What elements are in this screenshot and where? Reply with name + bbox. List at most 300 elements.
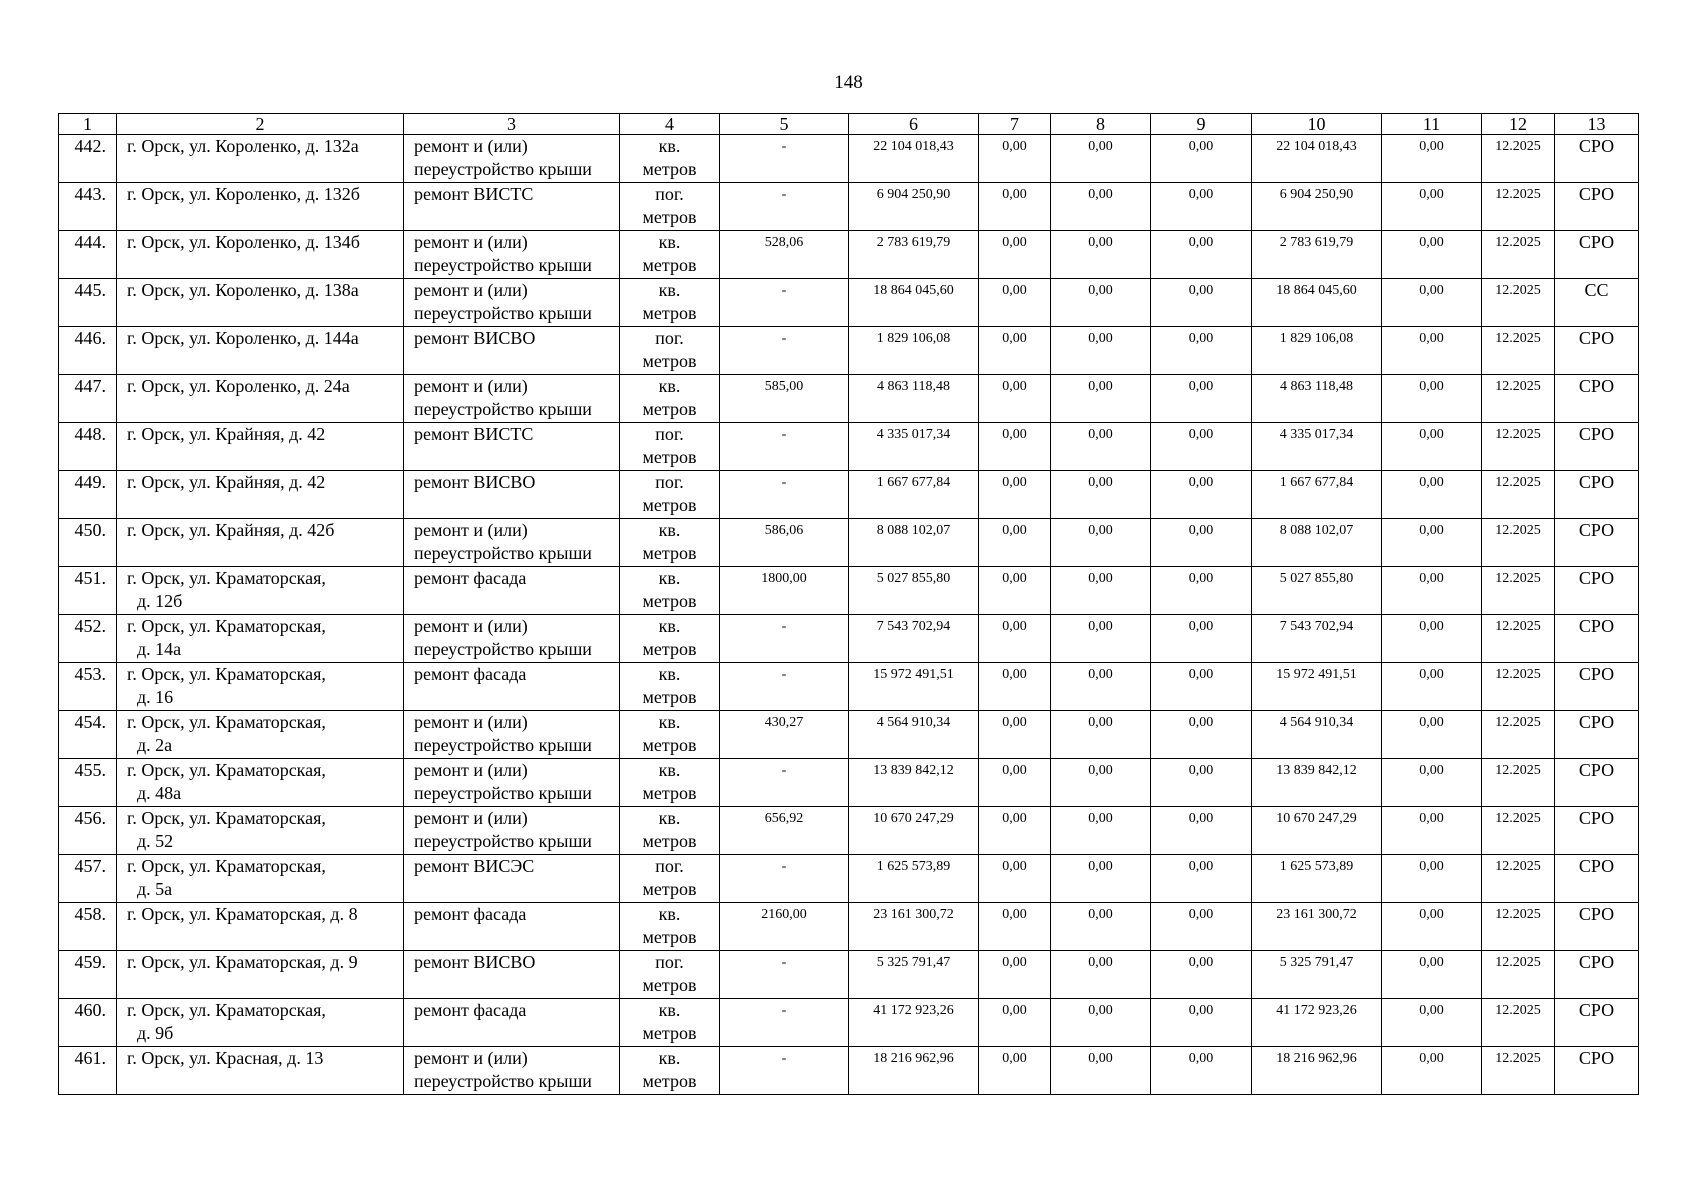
unit-cell — [620, 375, 720, 423]
value-cell-c6: 18 864 045,60 — [849, 279, 979, 327]
cell-line: ремонт ВИСТС — [414, 184, 534, 204]
cell-line: кв. — [658, 568, 681, 588]
value-cell-c6: 13 839 842,12 — [849, 759, 979, 807]
value-cell-c6: 8 088 102,07 — [849, 519, 979, 567]
work-type-cell — [404, 951, 620, 999]
address-cell — [117, 567, 404, 615]
value-cell-c12: 12.2025 — [1482, 423, 1555, 471]
cell-line: метров — [642, 255, 697, 275]
value-cell-c5: - — [720, 615, 849, 663]
value-cell-c9: 0,00 — [1151, 1047, 1252, 1095]
value-cell-c11: 0,00 — [1382, 375, 1482, 423]
value-cell-c5: 2160,00 — [720, 903, 849, 951]
value-cell-c10: 4 564 910,34 — [1252, 711, 1382, 759]
column-header: 13 — [1555, 114, 1639, 135]
cell-line: метров — [642, 303, 697, 323]
value-cell-c7: 0,00 — [979, 183, 1051, 231]
table-row — [59, 663, 1639, 711]
value-cell-c9: 0,00 — [1151, 615, 1252, 663]
value-cell-c9: 0,00 — [1151, 279, 1252, 327]
cell-line: ремонт и (или) — [414, 376, 528, 396]
cell-line: переустройство крыши — [414, 831, 592, 851]
cell-line: кв. — [658, 664, 681, 684]
value-cell-c11: 0,00 — [1382, 471, 1482, 519]
value-cell-c8: 0,00 — [1051, 375, 1151, 423]
value-cell-c5: 586,06 — [720, 519, 849, 567]
value-cell-c10: 5 325 791,47 — [1252, 951, 1382, 999]
method-code-cell: СРО — [1555, 1047, 1639, 1095]
value-cell-c10: 15 972 491,51 — [1252, 663, 1382, 711]
cell-line: метров — [642, 927, 697, 947]
cell-line: ремонт фасада — [414, 904, 527, 924]
value-cell-c7: 0,00 — [979, 855, 1051, 903]
value-cell-c10: 8 088 102,07 — [1252, 519, 1382, 567]
cell-line: кв. — [658, 280, 681, 300]
value-cell-c6: 18 216 962,96 — [849, 1047, 979, 1095]
table-row — [59, 951, 1639, 999]
cell-line: пог. — [655, 472, 684, 492]
cell-line: пог. — [655, 856, 684, 876]
work-type-cell — [404, 279, 620, 327]
value-cell-c5: - — [720, 423, 849, 471]
row-number-cell: 459. — [59, 951, 117, 999]
cell-line: г. Орск, ул. Крайняя, д. 42 — [127, 472, 326, 492]
value-cell-c10: 18 864 045,60 — [1252, 279, 1382, 327]
value-cell-c8: 0,00 — [1051, 567, 1151, 615]
value-cell-c9: 0,00 — [1151, 183, 1252, 231]
value-cell-c5: - — [720, 663, 849, 711]
cell-line: д. 5а — [137, 879, 173, 899]
table-row — [59, 279, 1639, 327]
column-header: 10 — [1252, 114, 1382, 135]
work-type-cell — [404, 663, 620, 711]
value-cell-c12: 12.2025 — [1482, 999, 1555, 1047]
value-cell-c5: - — [720, 951, 849, 999]
method-code-cell: СРО — [1555, 135, 1639, 183]
value-cell-c5: 430,27 — [720, 711, 849, 759]
unit-cell — [620, 855, 720, 903]
method-code-cell: СРО — [1555, 231, 1639, 279]
value-cell-c7: 0,00 — [979, 807, 1051, 855]
cell-line: г. Орск, ул. Краматорская, — [127, 568, 326, 588]
unit-cell — [620, 807, 720, 855]
value-cell-c12: 12.2025 — [1482, 663, 1555, 711]
row-number-cell: 447. — [59, 375, 117, 423]
unit-cell — [620, 567, 720, 615]
row-number-cell: 458. — [59, 903, 117, 951]
value-cell-c8: 0,00 — [1051, 1047, 1151, 1095]
column-header: 12 — [1482, 114, 1555, 135]
value-cell-c8: 0,00 — [1051, 759, 1151, 807]
cell-line: ремонт и (или) — [414, 280, 528, 300]
cell-line: г. Орск, ул. Короленко, д. 24а — [127, 376, 350, 396]
value-cell-c7: 0,00 — [979, 999, 1051, 1047]
work-type-cell — [404, 999, 620, 1047]
table-header — [59, 114, 1639, 135]
method-code-cell: СРО — [1555, 903, 1639, 951]
table-row — [59, 567, 1639, 615]
value-cell-c12: 12.2025 — [1482, 711, 1555, 759]
address-cell — [117, 951, 404, 999]
cell-line: г. Орск, ул. Крайняя, д. 42 — [127, 424, 326, 444]
value-cell-c6: 1 667 677,84 — [849, 471, 979, 519]
cell-line: д. 14а — [137, 639, 182, 659]
value-cell-c5: - — [720, 999, 849, 1047]
table-row — [59, 1047, 1639, 1095]
cell-line: г. Орск, ул. Краматорская, — [127, 808, 326, 828]
row-number-cell: 451. — [59, 567, 117, 615]
cell-line: г. Орск, ул. Короленко, д. 144а — [127, 328, 359, 348]
row-number-cell: 461. — [59, 1047, 117, 1095]
table-row — [59, 807, 1639, 855]
table-row — [59, 615, 1639, 663]
value-cell-c6: 1 829 106,08 — [849, 327, 979, 375]
method-code-cell: СРО — [1555, 471, 1639, 519]
work-type-cell — [404, 711, 620, 759]
column-header: 8 — [1051, 114, 1151, 135]
value-cell-c9: 0,00 — [1151, 663, 1252, 711]
value-cell-c8: 0,00 — [1051, 615, 1151, 663]
cell-line: метров — [642, 399, 697, 419]
work-type-cell — [404, 183, 620, 231]
cell-line: метров — [642, 447, 697, 467]
value-cell-c5: - — [720, 279, 849, 327]
table-row — [59, 183, 1639, 231]
cell-line: ремонт и (или) — [414, 1048, 528, 1068]
method-code-cell: СРО — [1555, 759, 1639, 807]
table-row — [59, 423, 1639, 471]
unit-cell — [620, 183, 720, 231]
value-cell-c9: 0,00 — [1151, 759, 1252, 807]
value-cell-c12: 12.2025 — [1482, 951, 1555, 999]
work-type-cell — [404, 375, 620, 423]
cell-line: ремонт и (или) — [414, 616, 528, 636]
cell-line: г. Орск, ул. Краматорская, д. 9 — [127, 952, 358, 972]
value-cell-c12: 12.2025 — [1482, 375, 1555, 423]
value-cell-c10: 23 161 300,72 — [1252, 903, 1382, 951]
value-cell-c7: 0,00 — [979, 951, 1051, 999]
value-cell-c10: 5 027 855,80 — [1252, 567, 1382, 615]
row-number-cell: 443. — [59, 183, 117, 231]
cell-line: метров — [642, 639, 697, 659]
value-cell-c6: 6 904 250,90 — [849, 183, 979, 231]
column-header: 7 — [979, 114, 1051, 135]
table-row — [59, 711, 1639, 759]
value-cell-c11: 0,00 — [1382, 999, 1482, 1047]
value-cell-c7: 0,00 — [979, 135, 1051, 183]
method-code-cell: СРО — [1555, 855, 1639, 903]
table-row — [59, 855, 1639, 903]
method-code-cell: СРО — [1555, 999, 1639, 1047]
column-header: 4 — [620, 114, 720, 135]
value-cell-c7: 0,00 — [979, 279, 1051, 327]
address-cell — [117, 423, 404, 471]
cell-line: пог. — [655, 424, 684, 444]
cell-line: кв. — [658, 136, 681, 156]
column-header: 5 — [720, 114, 849, 135]
row-number-cell: 457. — [59, 855, 117, 903]
cell-line: г. Орск, ул. Крайняя, д. 42б — [127, 520, 335, 540]
address-cell — [117, 375, 404, 423]
value-cell-c11: 0,00 — [1382, 279, 1482, 327]
cell-line: г. Орск, ул. Краматорская, — [127, 712, 326, 732]
cell-line: г. Орск, ул. Короленко, д. 134б — [127, 232, 360, 252]
work-type-cell — [404, 903, 620, 951]
cell-line: кв. — [658, 808, 681, 828]
value-cell-c6: 4 564 910,34 — [849, 711, 979, 759]
table-row — [59, 759, 1639, 807]
work-type-cell — [404, 615, 620, 663]
value-cell-c9: 0,00 — [1151, 711, 1252, 759]
value-cell-c10: 22 104 018,43 — [1252, 135, 1382, 183]
cell-line: г. Орск, ул. Краматорская, — [127, 664, 326, 684]
unit-cell — [620, 951, 720, 999]
row-number-cell: 442. — [59, 135, 117, 183]
value-cell-c8: 0,00 — [1051, 711, 1151, 759]
value-cell-c7: 0,00 — [979, 423, 1051, 471]
cell-line: ремонт и (или) — [414, 232, 528, 252]
cell-line: ремонт и (или) — [414, 808, 528, 828]
address-cell — [117, 807, 404, 855]
cell-line: метров — [642, 351, 697, 371]
value-cell-c7: 0,00 — [979, 615, 1051, 663]
value-cell-c9: 0,00 — [1151, 951, 1252, 999]
value-cell-c12: 12.2025 — [1482, 279, 1555, 327]
table-row — [59, 231, 1639, 279]
address-cell — [117, 135, 404, 183]
value-cell-c11: 0,00 — [1382, 711, 1482, 759]
value-cell-c6: 22 104 018,43 — [849, 135, 979, 183]
value-cell-c11: 0,00 — [1382, 183, 1482, 231]
unit-cell — [620, 663, 720, 711]
table-body — [59, 135, 1639, 1095]
cell-line: кв. — [658, 1048, 681, 1068]
value-cell-c8: 0,00 — [1051, 327, 1151, 375]
table-row — [59, 327, 1639, 375]
method-code-cell: СРО — [1555, 951, 1639, 999]
row-number-cell: 445. — [59, 279, 117, 327]
value-cell-c6: 4 335 017,34 — [849, 423, 979, 471]
row-number-cell: 452. — [59, 615, 117, 663]
table-row — [59, 519, 1639, 567]
table-row — [59, 471, 1639, 519]
cell-line: переустройство крыши — [414, 735, 592, 755]
cell-line: ремонт фасада — [414, 664, 527, 684]
value-cell-c11: 0,00 — [1382, 903, 1482, 951]
address-cell — [117, 183, 404, 231]
address-cell — [117, 231, 404, 279]
cell-line: д. 48а — [137, 783, 182, 803]
value-cell-c12: 12.2025 — [1482, 807, 1555, 855]
method-code-cell: СС — [1555, 279, 1639, 327]
value-cell-c10: 1 667 677,84 — [1252, 471, 1382, 519]
cell-line: ремонт и (или) — [414, 712, 528, 732]
cell-line: переустройство крыши — [414, 159, 592, 179]
unit-cell — [620, 711, 720, 759]
cell-line: метров — [642, 1071, 697, 1091]
column-header: 6 — [849, 114, 979, 135]
value-cell-c8: 0,00 — [1051, 135, 1151, 183]
value-cell-c10: 2 783 619,79 — [1252, 231, 1382, 279]
row-number-cell: 449. — [59, 471, 117, 519]
value-cell-c11: 0,00 — [1382, 327, 1482, 375]
cell-line: переустройство крыши — [414, 399, 592, 419]
value-cell-c11: 0,00 — [1382, 951, 1482, 999]
cell-line: пог. — [655, 184, 684, 204]
cell-line: пог. — [655, 328, 684, 348]
method-code-cell: СРО — [1555, 375, 1639, 423]
value-cell-c10: 13 839 842,12 — [1252, 759, 1382, 807]
value-cell-c12: 12.2025 — [1482, 471, 1555, 519]
work-type-cell — [404, 327, 620, 375]
address-cell — [117, 999, 404, 1047]
value-cell-c6: 41 172 923,26 — [849, 999, 979, 1047]
cell-line: метров — [642, 831, 697, 851]
cell-line: д. 12б — [137, 591, 183, 611]
value-cell-c11: 0,00 — [1382, 423, 1482, 471]
cell-line: кв. — [658, 616, 681, 636]
row-number-cell: 456. — [59, 807, 117, 855]
cell-line: г. Орск, ул. Красная, д. 13 — [127, 1048, 324, 1068]
column-header: 9 — [1151, 114, 1252, 135]
cell-line: метров — [642, 591, 697, 611]
header-row — [59, 114, 1639, 135]
address-cell — [117, 471, 404, 519]
value-cell-c8: 0,00 — [1051, 807, 1151, 855]
cell-line: ремонт и (или) — [414, 520, 528, 540]
value-cell-c7: 0,00 — [979, 375, 1051, 423]
value-cell-c11: 0,00 — [1382, 663, 1482, 711]
value-cell-c6: 23 161 300,72 — [849, 903, 979, 951]
unit-cell — [620, 903, 720, 951]
value-cell-c9: 0,00 — [1151, 327, 1252, 375]
value-cell-c11: 0,00 — [1382, 855, 1482, 903]
address-cell — [117, 759, 404, 807]
cell-line: ремонт фасада — [414, 568, 527, 588]
cell-line: метров — [642, 975, 697, 995]
work-type-cell — [404, 519, 620, 567]
cell-line: г. Орск, ул. Краматорская, — [127, 616, 326, 636]
table-row — [59, 135, 1639, 183]
cell-line: метров — [642, 543, 697, 563]
row-number-cell: 454. — [59, 711, 117, 759]
value-cell-c6: 4 863 118,48 — [849, 375, 979, 423]
value-cell-c10: 41 172 923,26 — [1252, 999, 1382, 1047]
cell-line: метров — [642, 879, 697, 899]
value-cell-c8: 0,00 — [1051, 663, 1151, 711]
work-type-cell — [404, 423, 620, 471]
cell-line: метров — [642, 495, 697, 515]
cell-line: ремонт ВИСВО — [414, 328, 536, 348]
work-type-cell — [404, 567, 620, 615]
value-cell-c8: 0,00 — [1051, 183, 1151, 231]
value-cell-c9: 0,00 — [1151, 903, 1252, 951]
cell-line: пог. — [655, 952, 684, 972]
value-cell-c5: 585,00 — [720, 375, 849, 423]
method-code-cell: СРО — [1555, 567, 1639, 615]
cell-line: переустройство крыши — [414, 255, 592, 275]
value-cell-c6: 10 670 247,29 — [849, 807, 979, 855]
method-code-cell: СРО — [1555, 423, 1639, 471]
value-cell-c6: 15 972 491,51 — [849, 663, 979, 711]
cell-line: кв. — [658, 904, 681, 924]
unit-cell — [620, 471, 720, 519]
cell-line: кв. — [658, 760, 681, 780]
row-number-cell: 446. — [59, 327, 117, 375]
column-header: 2 — [117, 114, 404, 135]
column-header: 3 — [404, 114, 620, 135]
page-number: 148 — [834, 72, 863, 93]
table-row — [59, 375, 1639, 423]
value-cell-c5: 656,92 — [720, 807, 849, 855]
cell-line: г. Орск, ул. Короленко, д. 132а — [127, 136, 359, 156]
address-cell — [117, 711, 404, 759]
row-number-cell: 448. — [59, 423, 117, 471]
value-cell-c9: 0,00 — [1151, 135, 1252, 183]
unit-cell — [620, 231, 720, 279]
value-cell-c11: 0,00 — [1382, 135, 1482, 183]
value-cell-c12: 12.2025 — [1482, 903, 1555, 951]
work-type-cell — [404, 759, 620, 807]
cell-line: ремонт ВИСВО — [414, 952, 536, 972]
value-cell-c12: 12.2025 — [1482, 327, 1555, 375]
value-cell-c7: 0,00 — [979, 903, 1051, 951]
value-cell-c9: 0,00 — [1151, 567, 1252, 615]
cell-line: метров — [642, 1023, 697, 1043]
address-cell — [117, 1047, 404, 1095]
table-row — [59, 903, 1639, 951]
cell-line: г. Орск, ул. Краматорская, д. 8 — [127, 904, 358, 924]
cell-line: г. Орск, ул. Короленко, д. 138а — [127, 280, 359, 300]
cell-line: переустройство крыши — [414, 543, 592, 563]
row-number-cell: 450. — [59, 519, 117, 567]
value-cell-c9: 0,00 — [1151, 375, 1252, 423]
column-header: 11 — [1382, 114, 1482, 135]
cell-line: метров — [642, 207, 697, 227]
value-cell-c11: 0,00 — [1382, 1047, 1482, 1095]
value-cell-c8: 0,00 — [1051, 423, 1151, 471]
cell-line: ремонт и (или) — [414, 760, 528, 780]
value-cell-c12: 12.2025 — [1482, 135, 1555, 183]
value-cell-c10: 4 335 017,34 — [1252, 423, 1382, 471]
cell-line: кв. — [658, 712, 681, 732]
cell-line: метров — [642, 735, 697, 755]
value-cell-c10: 1 829 106,08 — [1252, 327, 1382, 375]
value-cell-c9: 0,00 — [1151, 999, 1252, 1047]
value-cell-c7: 0,00 — [979, 567, 1051, 615]
unit-cell — [620, 999, 720, 1047]
value-cell-c8: 0,00 — [1051, 903, 1151, 951]
data-table — [58, 113, 1639, 1095]
address-cell — [117, 903, 404, 951]
cell-line: кв. — [658, 376, 681, 396]
value-cell-c12: 12.2025 — [1482, 759, 1555, 807]
value-cell-c12: 12.2025 — [1482, 615, 1555, 663]
work-type-cell — [404, 855, 620, 903]
method-code-cell: СРО — [1555, 807, 1639, 855]
value-cell-c6: 2 783 619,79 — [849, 231, 979, 279]
unit-cell — [620, 423, 720, 471]
cell-line: ремонт и (или) — [414, 136, 528, 156]
cell-line: д. 16 — [137, 687, 174, 707]
value-cell-c7: 0,00 — [979, 711, 1051, 759]
value-cell-c12: 12.2025 — [1482, 231, 1555, 279]
work-type-cell — [404, 231, 620, 279]
cell-line: г. Орск, ул. Краматорская, — [127, 760, 326, 780]
method-code-cell: СРО — [1555, 615, 1639, 663]
value-cell-c5: 1800,00 — [720, 567, 849, 615]
value-cell-c7: 0,00 — [979, 471, 1051, 519]
